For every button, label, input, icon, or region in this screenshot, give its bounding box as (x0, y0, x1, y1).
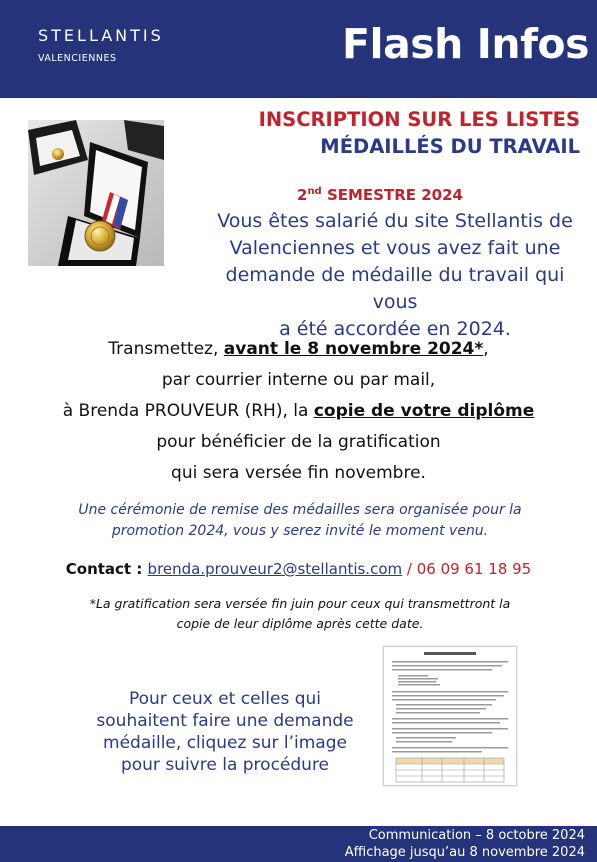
procedure-line: pour suivre la procédure (120, 755, 330, 775)
procedure-line: Pour ceux et celles qui (128, 689, 322, 709)
footnote (60, 594, 540, 634)
semestre-number: 2 (297, 186, 308, 204)
contact-email-link[interactable]: brenda.prouveur2@stellantis.com (147, 560, 403, 578)
footnote-line: *La gratification sera versée fin juin pour ceux qui transmettront la (89, 596, 511, 611)
semestre-heading (297, 186, 463, 204)
contact-separator: / (402, 560, 417, 578)
instruction-text: à Brenda PROUVEUR (RH), la (62, 401, 314, 421)
instruction-line: par courrier interne ou par mail, (161, 370, 436, 390)
contact-phone: 06 09 61 18 95 (416, 560, 532, 578)
footer-communication-date: Communication – 8 octobre 2024 (368, 828, 585, 843)
stellantis-logo: STELLANTIS (38, 26, 164, 45)
contact-label: Contact : (65, 560, 148, 578)
semestre-text: SEMESTRE 2024 (321, 186, 463, 204)
procedure-document-thumbnail[interactable] (383, 646, 517, 786)
deadline-text: avant le 8 novembre 2024* (223, 339, 484, 359)
flash-infos-title: Flash Infos (342, 20, 589, 68)
ceremony-notice (60, 500, 540, 542)
instruction-line: qui sera versée fin novembre. (171, 463, 426, 483)
ceremony-line: Une cérémonie de remise des médailles sera organisée pour la (78, 502, 522, 518)
intro-line: demande de médaille du travail qui vous (225, 264, 565, 313)
diploma-copy-text: copie de votre diplôme (313, 401, 535, 421)
intro-line: Vous êtes salarié du site Stellantis de (217, 210, 573, 232)
instruction-line (0, 399, 597, 430)
logo-subtitle: VALENCIENNES (38, 53, 117, 64)
instruction-line (0, 337, 597, 368)
instruction-text: , (483, 339, 489, 359)
procedure-line: souhaitent faire une demande (96, 711, 354, 731)
intro-line: a été accordée en 2024. (279, 318, 511, 340)
intro-line: Valenciennes et vous avez fait une (229, 237, 561, 259)
title-line-2: MÉDAILLÉS DU TRAVAIL (320, 135, 580, 158)
procedure-line: médaille, cliquez sur l’image (103, 733, 347, 753)
instructions-block (0, 337, 597, 492)
title-line-1: INSCRIPTION SUR LES LISTES (258, 108, 580, 131)
instruction-text: Transmettez, (108, 339, 224, 359)
footnote-line: copie de leur diplôme après cette date. (176, 616, 424, 631)
intro-paragraph (205, 208, 585, 343)
instruction-line: pour bénéficier de la gratification (156, 432, 441, 452)
medal-photo (28, 120, 164, 266)
ceremony-line: promotion 2024, vous y serez invité le moment venu. (111, 523, 489, 539)
contact-line (0, 560, 597, 578)
semestre-suffix: nd (307, 186, 322, 197)
footer-display-until: Affichage jusqu’au 8 novembre 2024 (344, 845, 585, 860)
procedure-prompt (95, 688, 355, 776)
